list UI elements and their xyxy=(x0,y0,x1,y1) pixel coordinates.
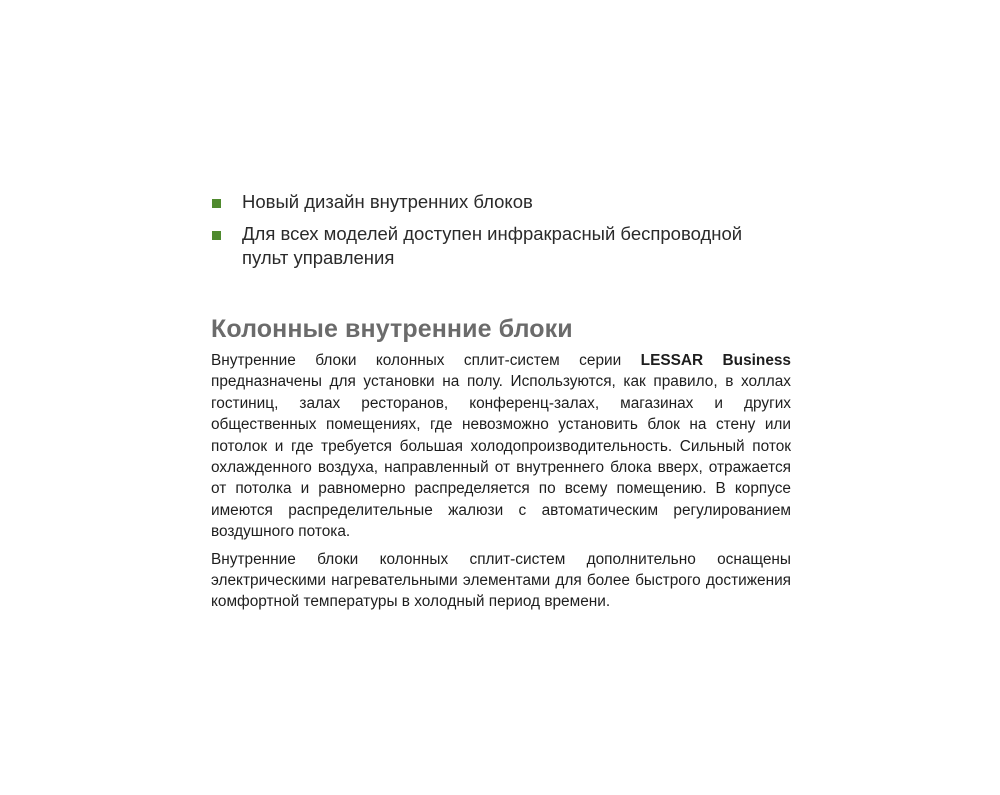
paragraph-text: предназначены для установки на полу. Используются, как правило, в холлах гостиниц, залах ресторанов, конференц-залах, магазинах и других общественных помещениях, где невозможно установить блок на стену или потолок и где требуется большая холодопроизводительность. Сильный поток охлажденного воздуха, направленный от внутреннего блока вверх, отражается от потолка и равномерно распределяется по всему помещению. В корпусе имеются распределительные жалюзи с автоматическим регулированием воздушного потока. xyxy=(211,373,791,541)
list-item xyxy=(211,190,791,214)
square-bullet-icon xyxy=(212,199,221,208)
section-title: Колонные внутренние блоки xyxy=(211,315,573,343)
feature-list xyxy=(211,190,791,270)
list-item xyxy=(211,222,791,270)
paragraph xyxy=(211,350,791,543)
paragraph: Внутренние блоки колонных сплит-систем дополнительно оснащены электрическими нагревательными элементами для более быстрого достижения комфортной температуры в холодный период времени. xyxy=(211,550,791,611)
brand-name: LESSAR Business xyxy=(640,352,791,369)
list-item-text: Для всех моделей доступен инфракрасный беспроводной пульт управления xyxy=(242,223,743,268)
paragraph-text: Внутренние блоки колонных сплит-систем серии xyxy=(211,352,641,369)
document-content xyxy=(211,190,791,619)
list-item-text: Новый дизайн внутренних блоков xyxy=(242,191,533,212)
square-bullet-icon xyxy=(212,231,221,240)
